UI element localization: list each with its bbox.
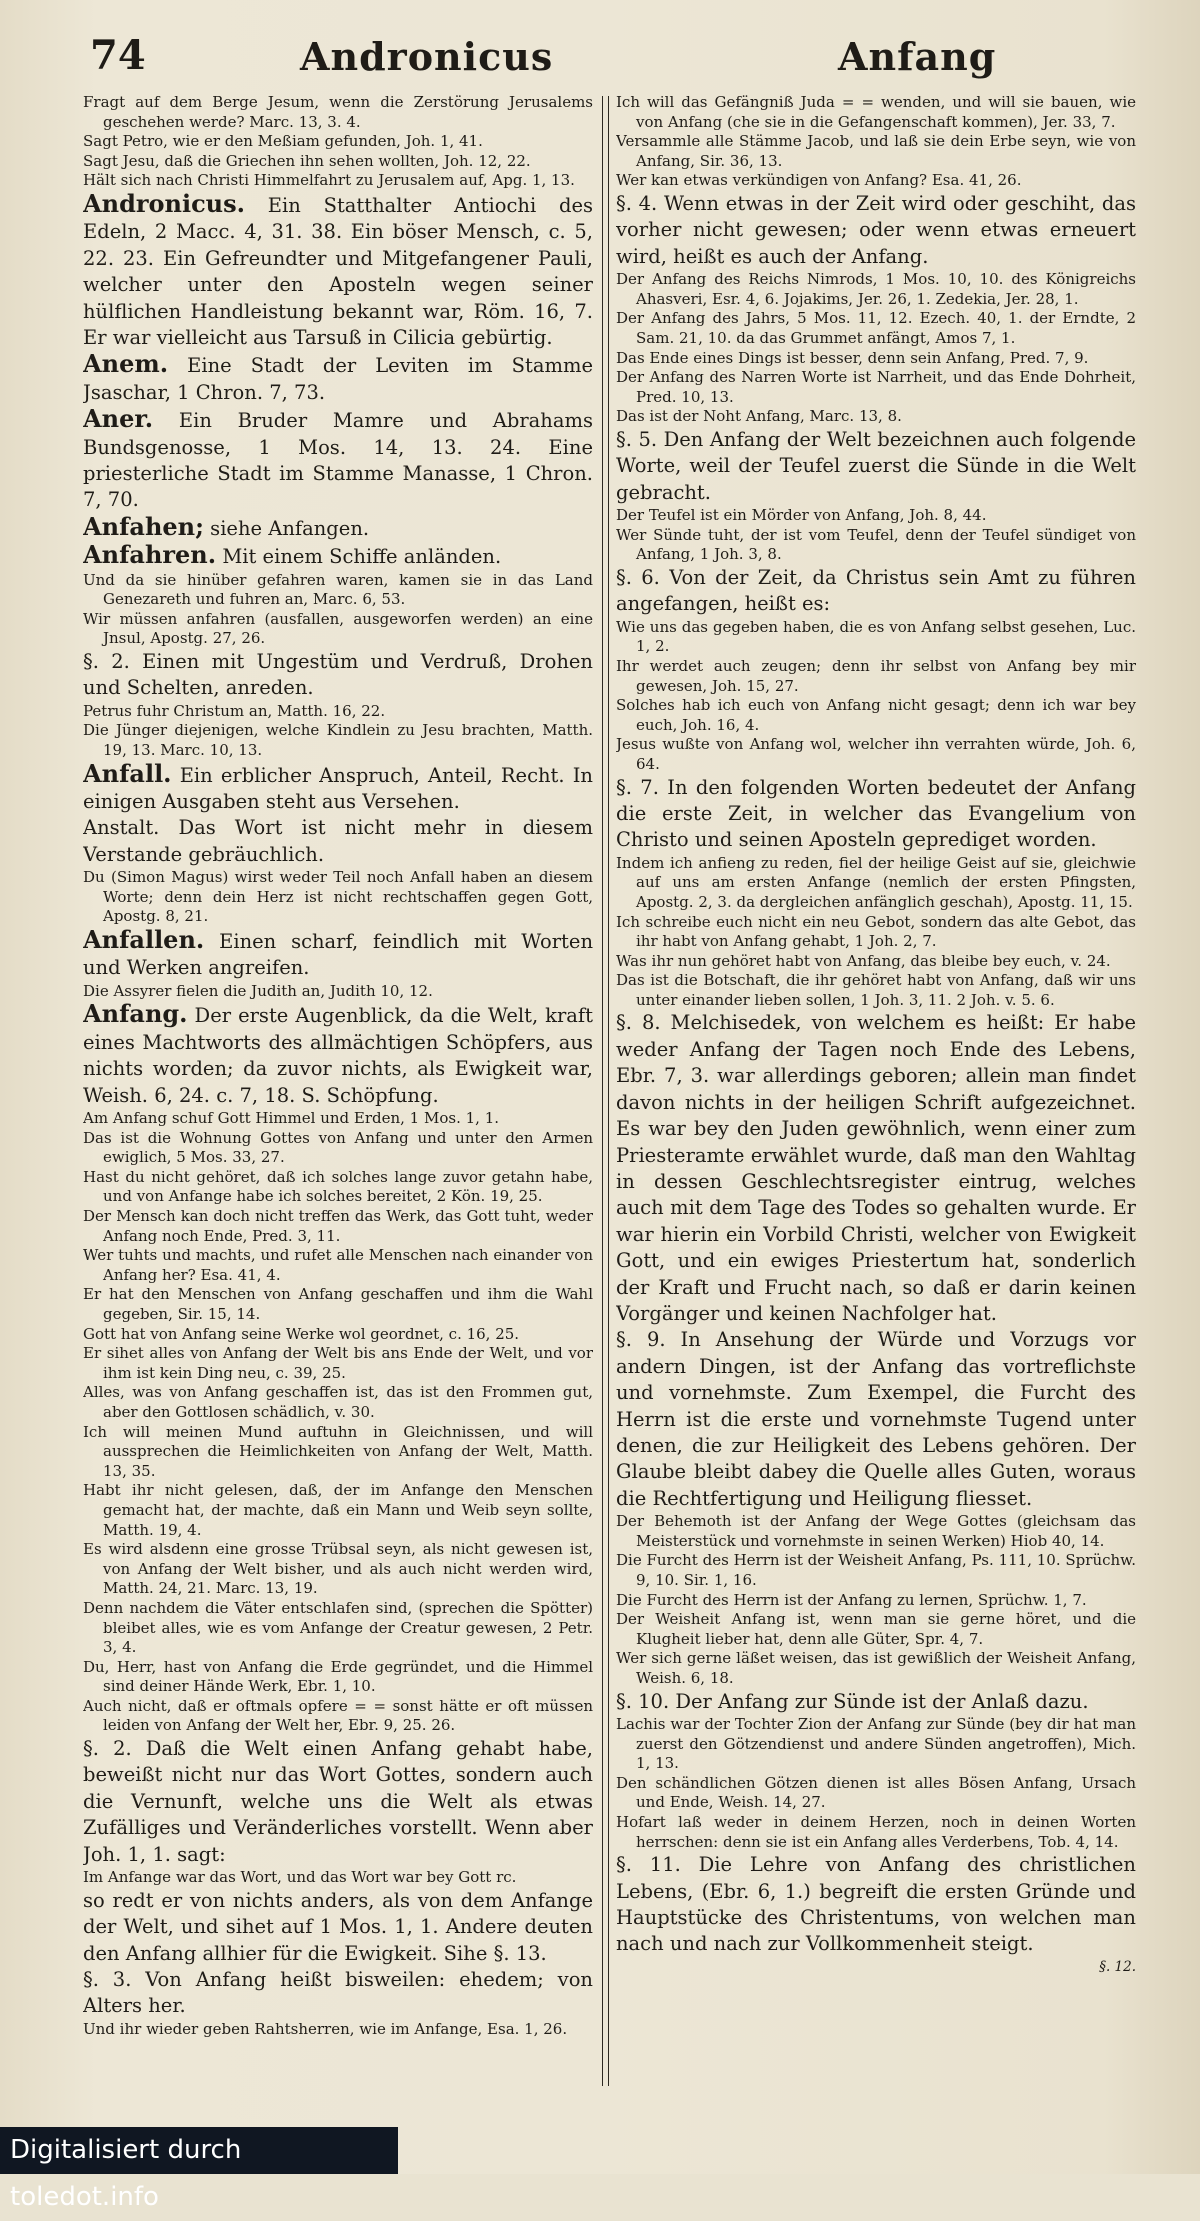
paragraph-text: Du (Simon Magus) wirst weder Teil noch Anfall haben an diesem Worte; denn dein Herz ist nicht rechtschaffen gegen Gott, Apostg. 8, 21. [83, 868, 593, 926]
paragraph-text: Wer kan etwas verkündigen von Anfang? Esa. 41, 26. [616, 171, 1022, 190]
scripture-quote [616, 270, 1136, 309]
scripture-quote [616, 526, 1136, 565]
entry-paragraph [83, 1967, 593, 2020]
scripture-quote [83, 2020, 593, 2040]
paragraph-text: §. 9. In Ansehung der Würde und Vorzugs vor andern Dingen, ist der Anfang das vortreflichste und vornehmste. Zum Exempel, die Furcht des Herrn ist die erste und vornehmste Tugend unter denen, die zur Heiligkeit des Lebens gehören. Der Glaube bleibt dabey die Quelle alles Guten, woraus die Rechtfertigung und Heiligung fliesset. [616, 1328, 1136, 1510]
scripture-quote [616, 618, 1136, 657]
running-head-left: Andronicus [300, 34, 554, 79]
scripture-quote [616, 1813, 1136, 1852]
scripture-quote [83, 93, 593, 132]
scripture-quote [83, 702, 593, 722]
entry-paragraph [83, 927, 593, 982]
paragraph-text: Eine Stadt der Leviten im Stamme Jsaschar, 1 Chron. 7, 73. [83, 354, 593, 404]
paragraph-text: Am Anfang schuf Gott Himmel und Erden, 1 Mos. 1, 1. [83, 1109, 500, 1128]
entry-headword: Anem. [83, 349, 169, 379]
entry-paragraph [616, 1010, 1136, 1327]
paragraph-text: Sagt Jesu, daß die Griechen ihn sehen wollten, Joh. 12, 22. [83, 151, 531, 170]
scripture-quote [83, 1481, 593, 1540]
paragraph-text: Ein erblicher Anspruch, Anteil, Recht. In einigen Ausgaben steht aus Versehen. [83, 763, 593, 814]
scripture-quote [83, 1383, 593, 1422]
entry-paragraph [616, 565, 1136, 618]
paragraph-text: §. 2. Einen mit Ungestüm und Verdruß, Drohen und Schelten, anreden. [83, 650, 593, 700]
entry-paragraph [83, 511, 593, 542]
paragraph-text: Denn nachdem die Väter entschlafen sind, (sprechen die Spötter) bleibet alles, wie es vom Anfange der Creatur gewesen, 2 Petr. 3, 4. [83, 1598, 593, 1657]
paragraph-text: Einen scharf, feindlich mit Worten und Werken angreifen. [83, 930, 593, 980]
scripture-quote [83, 1423, 593, 1482]
scripture-quote [83, 1325, 593, 1345]
paragraph-text: Ein Bruder Mamre und Abrahams Bundsgenosse, 1 Mos. 14, 13. 24. Eine priesterliche Stadt im Stamme Manasse, 1 Chron. 7, 70. [83, 409, 593, 512]
entry-paragraph [83, 815, 593, 868]
paragraph-text: Das Ende eines Dings ist besser, denn sein Anfang, Pred. 7, 9. [616, 348, 1089, 367]
scripture-quote [83, 1207, 593, 1246]
paragraph-text: §. 6. Von der Zeit, da Christus sein Amt zu führen angefangen, heißt es: [616, 565, 1136, 616]
scripture-quote [616, 1610, 1136, 1649]
paragraph-text: Fragt auf dem Berge Jesum, wenn die Zerstörung Jerusalems geschehen werde? Marc. 13, 3. 4. [83, 93, 593, 131]
scripture-quote [616, 407, 1136, 427]
entry-headword: Aner. [83, 404, 154, 434]
scripture-quote [83, 1540, 593, 1599]
scripture-quote [83, 152, 593, 172]
entry-paragraph [83, 406, 593, 514]
scripture-quote [83, 1868, 593, 1888]
paragraph-text: Sagt Petro, wie er den Meßiam gefunden, Joh. 1, 41. [83, 132, 483, 151]
entry-paragraph [83, 649, 593, 702]
scripture-quote [616, 349, 1136, 369]
paragraph-text: Wer tuhts und machts, und rufet alle Menschen nach einander von Anfang her? Esa. 41, 4. [83, 1246, 593, 1284]
entry-paragraph [83, 542, 593, 570]
left-column [83, 93, 593, 2103]
paragraph-text: Auch nicht, daß er oftmals opfere = = sonst hätte er oft müssen leiden von Anfang der Welt her, Ebr. 9, 25. 26. [83, 1696, 593, 1735]
scripture-quote [616, 1551, 1136, 1590]
entry-paragraph [83, 351, 593, 406]
paragraph-text: Der Mensch kan doch nicht treffen das Werk, das Gott tuht, weder Anfang noch Ende, Pred. 3, 11. [83, 1207, 593, 1245]
scripture-quote [616, 1649, 1136, 1688]
page-number: 74 [90, 32, 146, 79]
paragraph-text: §. 8. Melchisedek, von welchem es heißt: Er habe weder Anfang der Tagen noch Ende des Lebens, Ebr. 7, 3. war allerdings geboren; allein man findet davon nichts in der heiligen Schrift aufgezeichnet. Es war bey den Juden gewöhnlich, wenn einer zum Priesteramte erwählet wurde, daß man den Wahltag in dessen Geschlechtsregister eintrug, welches auch mit dem Tage des Todes so gehalten wurde. Er war hierin ein Vorbild Christi, welcher von Ewigkeit Gott, und ein ewiges Priestertum hat, sonderlich der Kraft und Frucht nach, so daß er darin keinen Vorgänger und keinen Nachfolger hat. [616, 1011, 1136, 1325]
paragraph-text: Der Behemoth ist der Anfang der Wege Gottes (gleichsam das Meisterstück und vornehmste in seinen Werken) Hiob 40, 14. [616, 1512, 1136, 1550]
scripture-quote [616, 1774, 1136, 1813]
scripture-quote [83, 1129, 593, 1168]
paragraph-text: Wie uns das gegeben haben, die es von Anfang selbst gesehen, Luc. 1, 2. [616, 617, 1136, 656]
paragraph-text: Anstalt. Das Wort ist nicht mehr in diesem Verstande gebräuchlich. [83, 816, 593, 866]
scripture-quote [616, 952, 1136, 972]
paragraph-text: Wir müssen anfahren (ausfallen, ausgeworfen werden) an eine Jnsul, Apostg. 27, 26. [83, 609, 593, 648]
paragraph-text: Lachis war der Tochter Zion der Anfang zur Sünde (bey dir hat man zuerst den Götzendienst und andere Sünden angetroffen), Mich. 1, 13. [616, 1714, 1136, 1773]
paragraph-text: §. 2. Daß die Welt einen Anfang gehabt habe, beweißt nicht nur das Wort Gottes, sondern auch die Vernunft, welche uns die Welt als etwas Zufälliges und Veränderliches vorstellt. Wenn aber Joh. 1, 1. sagt: [83, 1737, 593, 1866]
paragraph-text: Wer sich gerne läßet weisen, das ist gewißlich der Weisheit Anfang, Weish. 6, 18. [616, 1649, 1136, 1687]
paragraph-text: Ich will das Gefängniß Juda = = wenden, und will sie bauen, wie von Anfang (che sie in die Gefangenschaft kommen), Jer. 33, 7. [616, 93, 1136, 131]
paragraph-text: Es wird alsdenn eine grosse Trübsal seyn, als nicht gewesen ist, von Anfang der Welt bisher, und als auch nicht werden wird, Matth. 24, 21. Marc. 13, 19. [83, 1540, 593, 1598]
entry-paragraph [616, 191, 1136, 270]
entry-headword: Anfahren. [83, 540, 217, 570]
scripture-quote [616, 506, 1136, 526]
scripture-quote [616, 854, 1136, 913]
entry-paragraph [616, 775, 1136, 854]
entry-paragraph [83, 1888, 593, 1967]
entry-headword: Anfang. [83, 999, 188, 1029]
paragraph-text: Er sihet alles von Anfang der Welt bis ans Ende der Welt, und vor ihm ist kein Ding neu, c. 39, 25. [83, 1344, 593, 1382]
paragraph-text: Gott hat von Anfang seine Werke wol geordnet, c. 16, 25. [83, 1324, 520, 1343]
paragraph-text: Der Teufel ist ein Mörder von Anfang, Joh. 8, 44. [616, 506, 987, 525]
scripture-quote [83, 721, 593, 760]
scripture-quote [616, 1512, 1136, 1551]
paragraph-text: Versammle alle Stämme Jacob, und laß sie dein Erbe seyn, wie von Anfang, Sir. 36, 13. [616, 132, 1136, 170]
scripture-quote [83, 610, 593, 649]
entry-paragraph [83, 758, 593, 816]
paragraph-text: Das ist die Wohnung Gottes von Anfang und unter den Armen ewiglich, 5 Mos. 33, 27. [83, 1128, 593, 1167]
paragraph-text: Die Furcht des Herrn ist der Anfang zu lernen, Sprüchw. 1, 7. [616, 1590, 1087, 1609]
scripture-quote [616, 93, 1136, 132]
paragraph-text: §. 7. In den folgenden Worten bedeutet der Anfang die erste Zeit, in welcher das Evangelium von Christo und seinen Aposteln geprediget worden. [616, 775, 1136, 852]
scripture-quote [83, 571, 593, 610]
scripture-quote [83, 1109, 593, 1129]
scripture-quote [83, 1658, 593, 1697]
entry-headword: Anfallen. [83, 925, 205, 955]
paragraph-text: Ein Statthalter Antiochi des Edeln, 2 Macc. 4, 31. 38. Ein böser Mensch, c. 5, 22. 23. Ein Gefreundter und Mitgefangener Pauli, welcher unter den Aposteln wegen seiner hülflichen Handleistung bekannt war, Röm. 16, 7. Er war vielleicht aus Tarsuß in Cilicia gebürtig. [83, 193, 593, 349]
paragraph-text: Der erste Augenblick, da die Welt, kraft eines Machtworts des allmächtigen Schöpfers, aus nichts worden; da zuvor nichts, als Ewigkeit war, Weish. 6, 24. c. 7, 18. S. Schöpfung. [83, 1004, 593, 1107]
paragraph-text: Indem ich anfieng zu reden, fiel der heilige Geist auf sie, gleichwie auf uns am ersten Anfange (nemlich der ersten Pfingsten, Apostg. 2, 3. da dergleichen anfänglich geschah), Apostg. 11, 15. [616, 853, 1136, 911]
paragraph-text: §. 5. Den Anfang der Welt bezeichnen auch folgende Worte, weil der Teufel zuerst die Sünde in die Welt gebracht. [616, 427, 1136, 504]
scripture-quote [83, 868, 593, 927]
paragraph-text: siehe Anfangen. [203, 516, 370, 540]
scripture-quote [616, 1591, 1136, 1611]
paragraph-text: Der Anfang des Reichs Nimrods, 1 Mos. 10, 10. des Königreichs Ahasveri, Esr. 4, 6. Jojakims, Jer. 26, 1. Zedekia, Jer. 28, 1. [616, 270, 1136, 308]
paragraph-text: Er hat den Menschen von Anfang geschaffen und ihm die Wahl gegeben, Sir. 15, 14. [83, 1285, 593, 1323]
paragraph-text: Der Anfang des Narren Worte ist Narrheit, und das Ende Dohrheit, Pred. 10, 13. [616, 368, 1136, 406]
paragraph-text: Das ist die Botschaft, die ihr gehöret habt von Anfang, daß wir uns unter einander lieben sollen, 1 Joh. 3, 11. 2 Joh. v. 5. 6. [616, 971, 1136, 1009]
digitization-credit: Digitalisiert durch toledot.info [0, 2127, 398, 2174]
paragraph-text: Du, Herr, hast von Anfang die Erde gegründet, und die Himmel sind deiner Hände Werk, Ebr. 1, 10. [83, 1657, 593, 1696]
scripture-quote [616, 696, 1136, 735]
scripture-quote [83, 132, 593, 152]
paragraph-text: so redt er von nichts anders, als von dem Anfange der Welt, und sihet auf 1 Mos. 1, 1. Andere deuten den Anfang allhier für die Ewigkeit. Sihe §. 13. [83, 1888, 593, 1965]
paragraph-text: Jesus wußte von Anfang wol, welcher ihn verrahten würde, Joh. 6, 64. [616, 735, 1136, 773]
scripture-quote [616, 368, 1136, 407]
scripture-quote [83, 1599, 593, 1658]
column-divider [602, 96, 609, 2086]
paragraph-text: Solches hab ich euch von Anfang nicht gesagt; denn ich war bey euch, Joh. 16, 4. [616, 696, 1136, 734]
scripture-quote [83, 1697, 593, 1736]
paragraph-text: Den schändlichen Götzen dienen ist alles Bösen Anfang, Ursach und Ende, Weish. 14, 27. [616, 1773, 1136, 1812]
scripture-quote [616, 657, 1136, 696]
paragraph-text: Die Assyrer fielen die Judith an, Judith 10, 12. [83, 981, 433, 1000]
paragraph-text: Hält sich nach Christi Himmelfahrt zu Jerusalem auf, Apg. 1, 13. [83, 171, 575, 190]
paragraph-text: §. 3. Von Anfang heißt bisweilen: ehedem; von Alters her. [83, 1967, 593, 2018]
scripture-quote [616, 913, 1136, 952]
scripture-quote [616, 735, 1136, 774]
paragraph-text: Mit einem Schiffe anländen. [216, 545, 502, 569]
scripture-quote [83, 1168, 593, 1207]
scripture-quote [83, 1344, 593, 1383]
entry-paragraph [83, 188, 593, 351]
entry-paragraph [616, 1327, 1136, 1512]
entry-paragraph [616, 1689, 1136, 1715]
scripture-quote [616, 171, 1136, 191]
paragraph-text: Und ihr wieder geben Rahtsherren, wie im Anfange, Esa. 1, 26. [83, 2019, 568, 2038]
entry-headword: Anfahen; [83, 511, 204, 541]
paragraph-text: Ich will meinen Mund auftuhn in Gleichnissen, und will aussprechen die Heimlichkeiten von Anfang der Welt, Matth. 13, 35. [83, 1422, 593, 1480]
paragraph-text: Im Anfange war das Wort, und das Wort war bey Gott rc. [83, 1868, 517, 1887]
paragraph-text: Das ist der Noht Anfang, Marc. 13, 8. [616, 407, 902, 426]
entry-paragraph [616, 1852, 1136, 1958]
paragraph-text: §. 10. Der Anfang zur Sünde ist der Anlaß dazu. [616, 1689, 1089, 1713]
paragraph-text: Ihr werdet auch zeugen; denn ihr selbst von Anfang bey mir gewesen, Joh. 15, 27. [616, 656, 1136, 695]
paragraph-text: §. 12. [1099, 1958, 1136, 1975]
scripture-quote [616, 1715, 1136, 1774]
right-column [616, 93, 1136, 2103]
scripture-quote [83, 1246, 593, 1285]
paragraph-text: Die Furcht des Herrn ist der Weisheit Anfang, Ps. 111, 10. Sprüchw. 9, 10. Sir. 1, 16. [616, 1551, 1136, 1589]
paragraph-text: Und da sie hinüber gefahren waren, kamen sie in das Land Genezareth und fuhren an, Marc. 6, 53. [83, 570, 593, 609]
paragraph-text: Der Weisheit Anfang ist, wenn man sie gerne höret, und die Klugheit lieber hat, denn alle Güter, Spr. 4, 7. [616, 1610, 1136, 1648]
scripture-quote [616, 132, 1136, 171]
paragraph-text: Petrus fuhr Christum an, Matth. 16, 22. [83, 701, 386, 720]
scripture-quote [83, 1285, 593, 1324]
scripture-quote [616, 971, 1136, 1010]
paragraph-text: §. 4. Wenn etwas in der Zeit wird oder geschiht, das vorher nicht gewesen; oder wenn etwas erneuert wird, heißt es auch der Anfang. [616, 191, 1136, 268]
paragraph-text: Alles, was von Anfang geschaffen ist, das ist den Frommen gut, aber den Gottlosen schädlich, v. 30. [83, 1383, 593, 1421]
paragraph-text: Der Anfang des Jahrs, 5 Mos. 11, 12. Ezech. 40, 1. der Erndte, 2 Sam. 21, 10. da das Grummet anfängt, Amos 7, 1. [616, 309, 1136, 347]
running-head-right: Anfang [838, 34, 997, 79]
catchword [616, 1958, 1136, 1976]
paragraph-text: Ich schreibe euch nicht ein neu Gebot, sondern das alte Gebot, das ihr habt von Anfang gehabt, 1 Joh. 2, 7. [616, 912, 1136, 951]
page-header [0, 22, 1200, 82]
entry-paragraph [83, 1001, 593, 1109]
entry-headword: Andronicus. [83, 188, 245, 218]
paragraph-text: Hast du nicht gehöret, daß ich solches lange zuvor getahn habe, und von Anfange habe ich solches bereitet, 2 Kön. 19, 25. [83, 1167, 593, 1206]
paragraph-text: Wer Sünde tuht, der ist vom Teufel, denn der Teufel sündiget von Anfang, 1 Joh. 3, 8. [616, 525, 1136, 564]
scripture-quote [616, 309, 1136, 348]
entry-headword: Anfall. [83, 758, 172, 788]
paragraph-text: Hofart laß weder in deinem Herzen, noch in deinen Worten herrschen: denn sie ist ein Anfang alles Verderbens, Tob. 4, 14. [616, 1812, 1136, 1851]
paragraph-text: Die Jünger diejenigen, welche Kindlein zu Jesu brachten, Matth. 19, 13. Marc. 10, 13. [83, 721, 593, 760]
paragraph-text: Was ihr nun gehöret habt von Anfang, das bleibe bey euch, v. 24. [616, 951, 1111, 970]
paragraph-text: Habt ihr nicht gelesen, daß, der im Anfange den Menschen gemacht hat, der machte, daß ein Mann und Weib seyn sollte, Matth. 19, 4. [83, 1481, 593, 1539]
paragraph-text: §. 11. Die Lehre von Anfang des christlichen Lebens, (Ebr. 6, 1.) begreift die ersten Gründe und Hauptstücke des Christentums, von welchen man nach und nach zur Vollkommenheit steigt. [616, 1853, 1136, 1956]
entry-paragraph [83, 1736, 593, 1868]
entry-paragraph [616, 427, 1136, 506]
